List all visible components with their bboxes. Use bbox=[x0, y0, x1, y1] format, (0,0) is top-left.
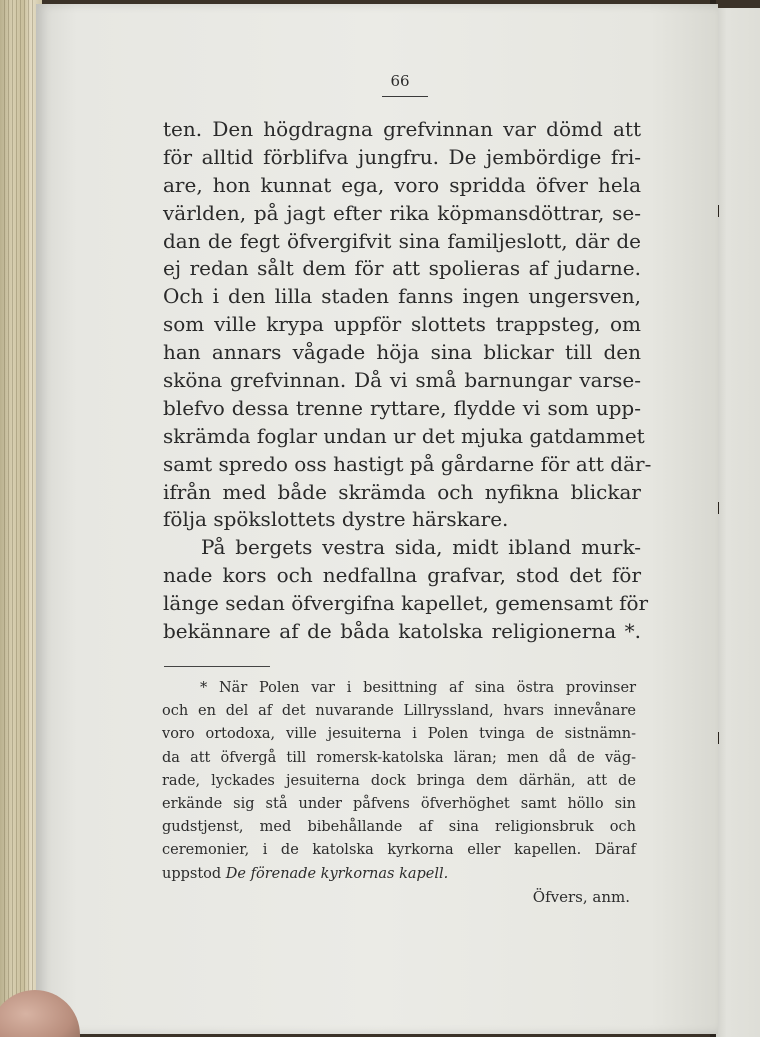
text-line: ten. Den högdragna grefvinnan var dömd att bbox=[163, 117, 641, 141]
text-line: skrämda foglar undan ur det mjuka gatdammet bbox=[163, 423, 645, 448]
text-line: han annars vågade höja sina blickar till den bbox=[163, 340, 641, 365]
footnote bbox=[162, 677, 636, 886]
text-line: Och i den lilla staden fanns ingen ungersven, bbox=[163, 284, 641, 309]
page-number-rule bbox=[382, 96, 428, 97]
footnote-italic-title: De förenade kyrkornas kapell. bbox=[225, 865, 449, 882]
text-line: bekännare af de båda katolska religionerna *. bbox=[163, 619, 641, 644]
main-text bbox=[163, 116, 652, 646]
footnote-rule bbox=[164, 666, 270, 667]
next-page-edge bbox=[712, 8, 760, 1037]
text-line: ej redan sålt dem för att spolieras af judarne. bbox=[163, 256, 641, 281]
footnote-line: rade, lyckades jesuiterna dock bringa dem därhän, att de bbox=[162, 772, 636, 789]
text-line: samt spredo oss hastigt på gårdarne för att där- bbox=[163, 451, 652, 476]
footnote-line: gudstjenst, med bibehållande af sina religionsbruk och bbox=[162, 819, 636, 836]
page-number: 66 bbox=[390, 72, 410, 90]
text-line: ifrån med både skrämda och nyfikna blickar bbox=[163, 479, 641, 504]
footnote-line-start: uppstod bbox=[162, 865, 222, 882]
text-line: are, hon kunnat ega, voro spridda öfver hela bbox=[163, 172, 641, 197]
text-line: nade kors och nedfallna grafvar, stod det för bbox=[163, 563, 641, 588]
footnote-line: da att öfvergå till romersk-katolska läran; men då de väg- bbox=[162, 749, 636, 766]
footnote-line bbox=[162, 863, 636, 886]
footnote-line: och en del af det nuvarande Lillryssland, hvars innevånare bbox=[162, 703, 636, 720]
footnote-line: * När Polen var i besittning af sina östra provinser bbox=[200, 680, 636, 696]
text-line: världen, på jagt efter rika köpmansdöttrar, se- bbox=[163, 200, 641, 225]
text-line: som ville krypa uppför slottets trappsteg, om bbox=[163, 312, 641, 337]
text-line: dan de fegt öfvergifvit sina familjeslott, där de bbox=[163, 228, 641, 253]
text-line: för alltid förblifva jungfru. De jembördige fri- bbox=[163, 144, 641, 169]
footnote-line: erkände sig stå under påfvens öfverhöghet samt höllo sin bbox=[162, 795, 636, 812]
footnote-line: voro ortodoxa, ville jesuiterna i Polen tvinga de sistnämn- bbox=[162, 726, 636, 743]
text-line: länge sedan öfvergifna kapellet, gemensamt för bbox=[163, 591, 649, 616]
text-line: På bergets vestra sida, midt ibland murk- bbox=[201, 535, 641, 560]
text-line: sköna grefvinnan. Då vi små barnungar varse- bbox=[163, 368, 641, 393]
footnote-signature: Öfvers, anm. bbox=[532, 888, 630, 906]
text-line: blefvo dessa trenne ryttare, flydde vi som upp- bbox=[163, 395, 641, 420]
footnote-line: ceremonier, i de katolska kyrkorna eller kapellen. Däraf bbox=[162, 842, 636, 859]
text-line: följa spökslottets dystre härskare. bbox=[163, 507, 509, 532]
